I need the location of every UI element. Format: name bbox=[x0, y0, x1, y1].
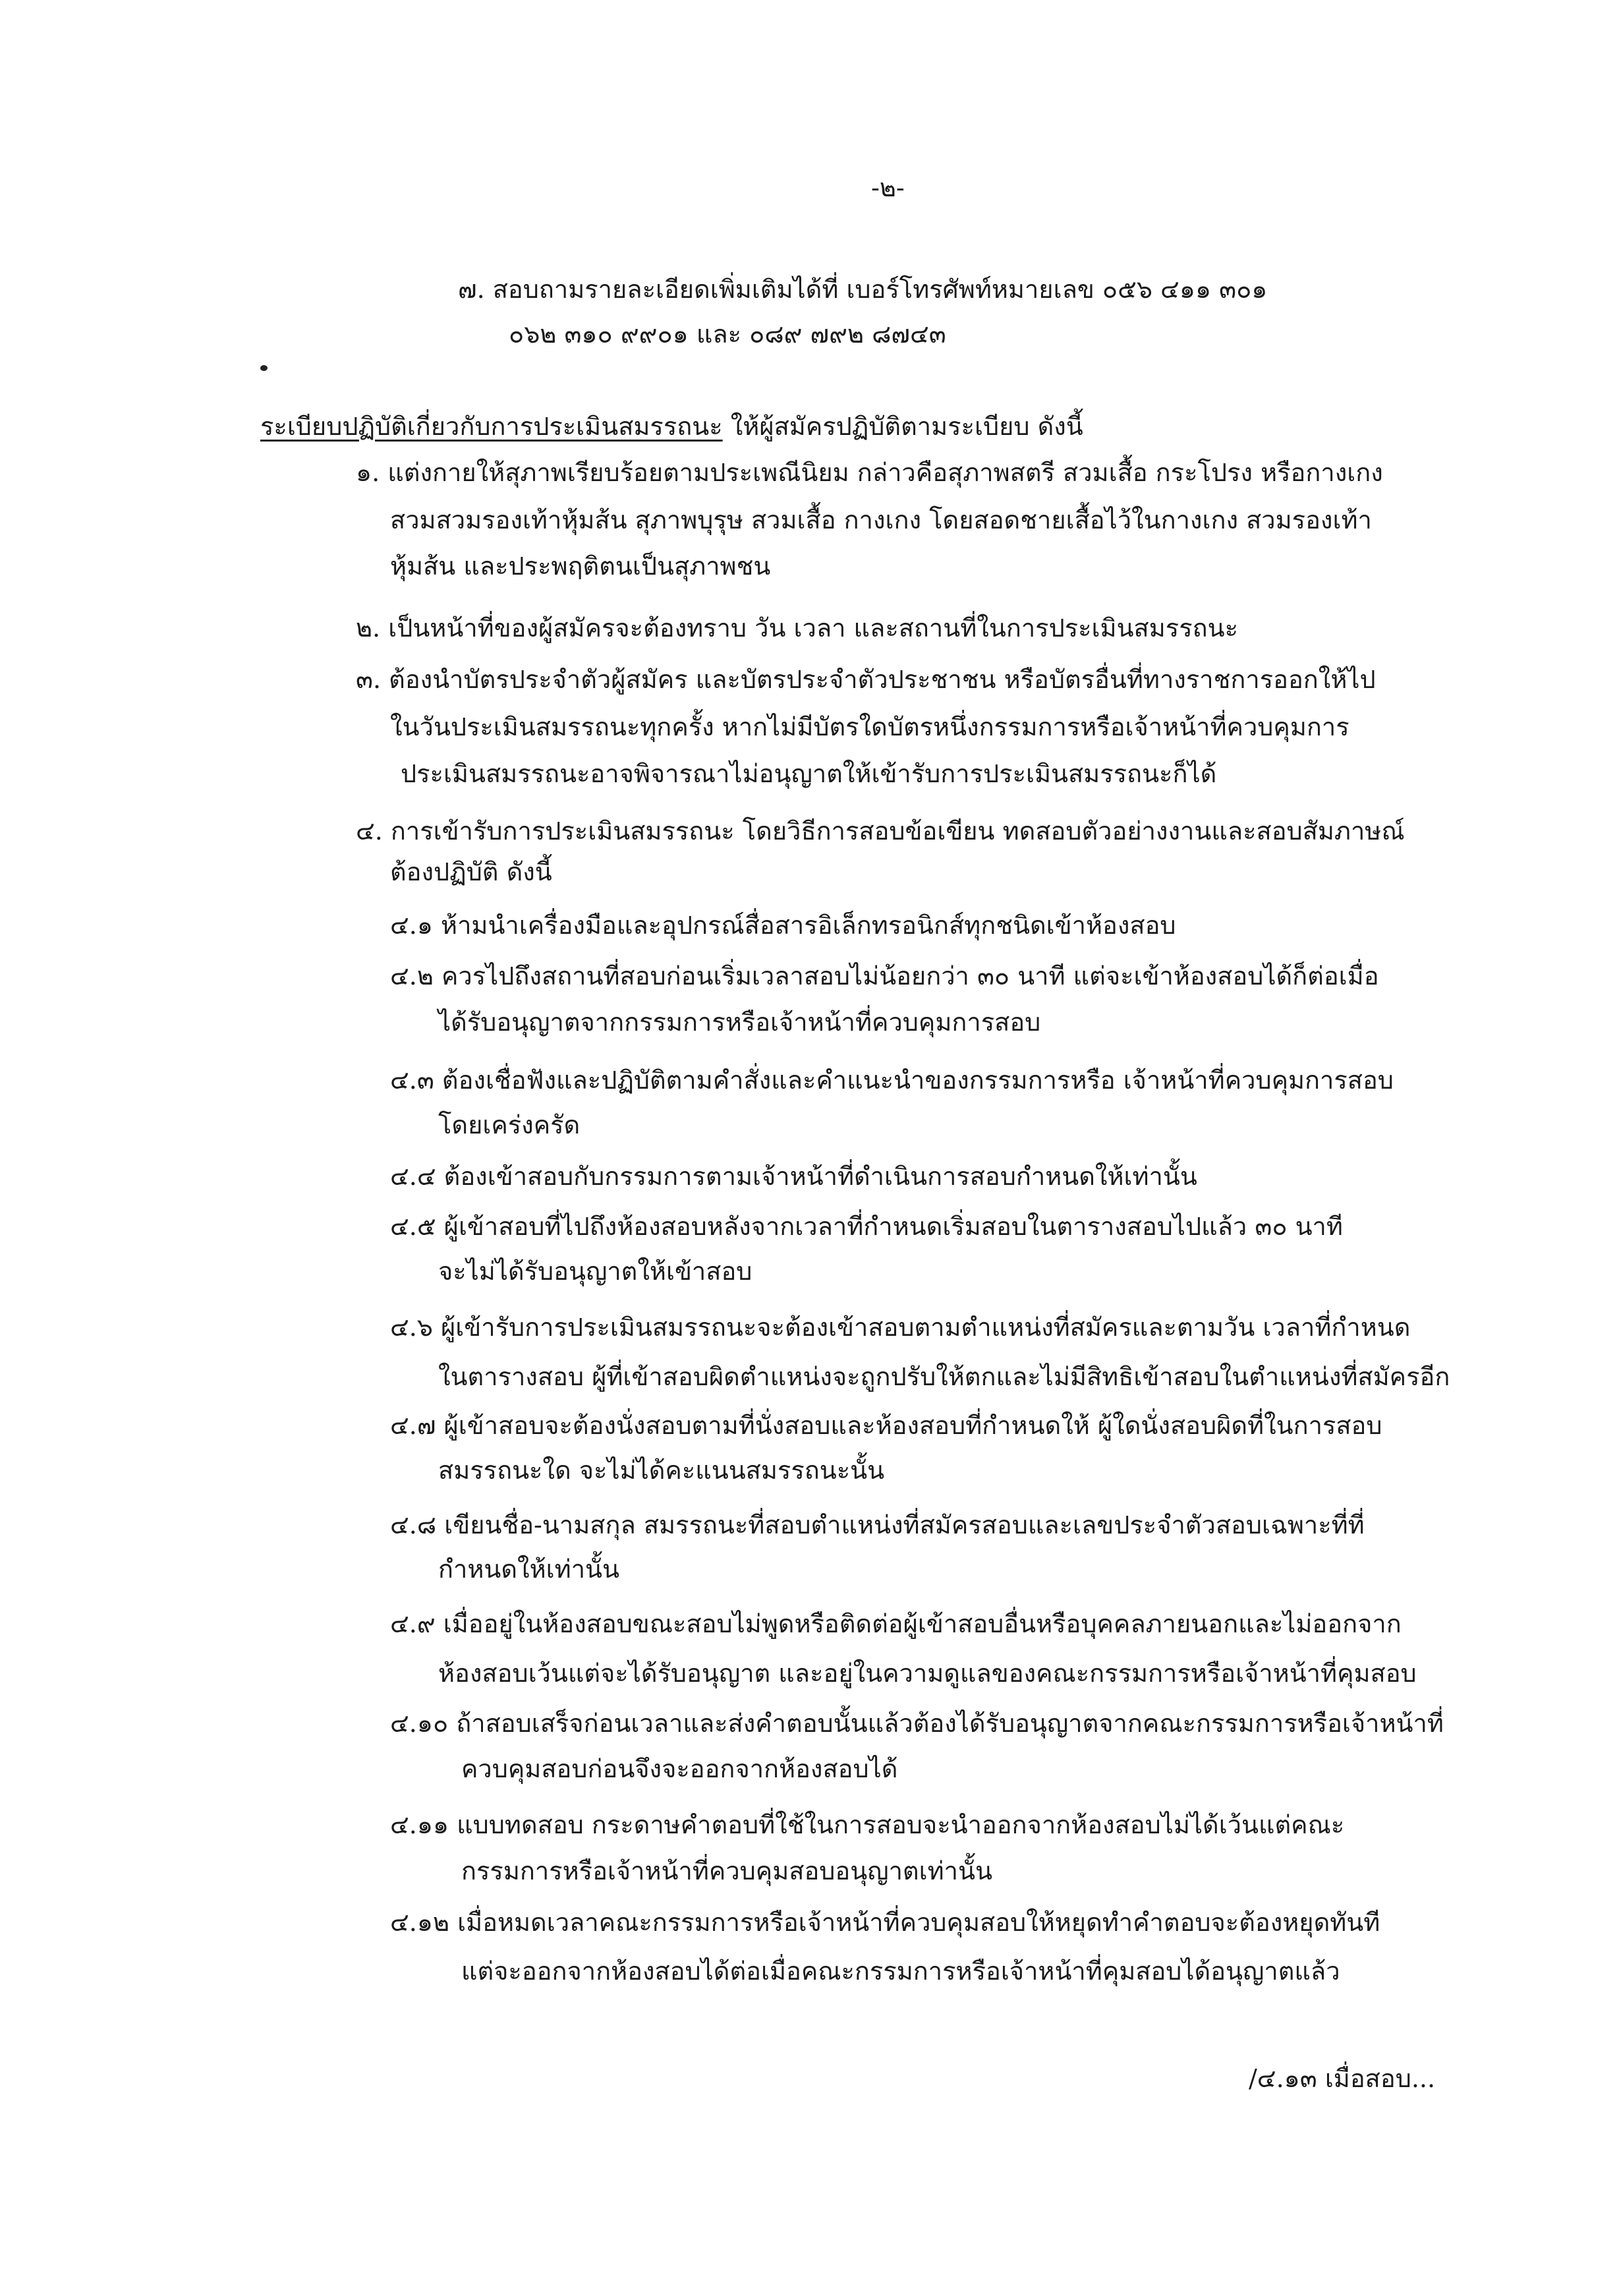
rule-3-line-2: ในวันประเมินสมรรถนะทุกครั้ง หากไม่มีบัตรใดบัตรหนึ่งกรรมการหรือเจ้าหน้าที่ควบคุมการ bbox=[390, 712, 1349, 741]
rule-1-line-1: ๑. แต่งกายให้สุภาพเรียบร้อยตามประเพณีนิยม กล่าวคือสุภาพสตรี สวมเสื้อ กระโปรง หรือกางเกง bbox=[356, 458, 1383, 487]
scan-speck bbox=[260, 365, 268, 371]
continuation-note: /๔.๑๓ เมื่อสอบ... bbox=[1249, 2064, 1436, 2093]
page-number: -๒- bbox=[871, 173, 905, 202]
subrule-4-2-line-1: ๔.๒ ควรไปถึงสถานที่สอบก่อนเริ่มเวลาสอบไม่น้อยกว่า ๓๐ นาที แต่จะเข้าห้องสอบได้ก็ต่อเมื่อ bbox=[390, 961, 1379, 990]
subrule-4-7-line-2: สมรรถนะใด จะไม่ได้คะแนนสมรรถนะนั้น bbox=[438, 1456, 885, 1485]
rule-1-line-2: สวมสวมรองเท้าหุ้มส้น สุภาพบุรุษ สวมเสื้อ กางเกง โดยสอดชายเสื้อไว้ในกางเกง สวมรองเท้า bbox=[390, 505, 1372, 534]
rule-2: ๒. เป็นหน้าที่ของผู้สมัครจะต้องทราบ วัน เวลา และสถานที่ในการประเมินสมรรถนะ bbox=[356, 614, 1238, 643]
subrule-4-7-line-1: ๔.๗ ผู้เข้าสอบจะต้องนั่งสอบตามที่นั่งสอบและห้องสอบที่กำหนดให้ ผู้ใดนั่งสอบผิดที่ในการสอบ bbox=[390, 1411, 1382, 1440]
subrule-4-6-line-1: ๔.๖ ผู้เข้ารับการประเมินสมรรถนะจะต้องเข้าสอบตามตำแหน่งที่สมัครและตามวัน เวลาที่กำหนด bbox=[390, 1313, 1411, 1342]
subrule-4-9-line-1: ๔.๙ เมื่ออยู่ในห้องสอบขณะสอบไม่พูดหรือติดต่อผู้เข้าสอบอื่นหรือบุคคลภายนอกและไม่ออกจาก bbox=[390, 1609, 1402, 1638]
rule-3-line-3: ประเมินสมรรถนะอาจพิจารณาไม่อนุญาตให้เข้ารับการประเมินสมรรถนะก็ได้ bbox=[401, 759, 1217, 788]
rule-1-line-3: หุ้มส้น และประพฤติตนเป็นสุภาพชน bbox=[390, 552, 771, 581]
subrule-4-11-line-1: ๔.๑๑ แบบทดสอบ กระดาษคำตอบที่ใช้ในการสอบจะนำออกจากห้องสอบไม่ได้เว้นแต่คณะ bbox=[390, 1810, 1345, 1839]
subrule-4-3-line-2: โดยเคร่งครัด bbox=[438, 1110, 581, 1139]
section-heading bbox=[260, 414, 1083, 439]
subrule-4-4: ๔.๔ ต้องเข้าสอบกับกรรมการตามเจ้าหน้าที่ดำเนินการสอบกำหนดให้เท่านั้น bbox=[390, 1162, 1197, 1191]
section-intro: ให้ผู้สมัครปฏิบัติตามระเบียบ ดังนี้ bbox=[722, 412, 1083, 441]
contact-line-1: ๗. สอบถามรายละเอียดเพิ่มเติมได้ที่ เบอร์โทรศัพท์หมายเลข ๐๕๖ ๔๑๑ ๓๐๑ bbox=[458, 275, 1268, 304]
subrule-4-11-line-2: กรรมการหรือเจ้าหน้าที่ควบคุมสอบอนุญาตเท่านั้น bbox=[461, 1856, 992, 1885]
subrule-4-12-line-2: แต่จะออกจากห้องสอบได้ต่อเมื่อคณะกรรมการหรือเจ้าหน้าที่คุมสอบได้อนุญาตแล้ว bbox=[461, 1957, 1340, 1986]
rule-4-line-1: ๔. การเข้ารับการประเมินสมรรถนะ โดยวิธีการสอบข้อเขียน ทดสอบตัวอย่างงานและสอบสัมภาษณ์ bbox=[356, 817, 1405, 846]
subrule-4-10-line-1: ๔.๑๐ ถ้าสอบเสร็จก่อนเวลาและส่งคำตอบนั้นแล้วต้องได้รับอนุญาตจากคณะกรรมการหรือเจ้าหน้าที่ bbox=[390, 1709, 1444, 1738]
subrule-4-6-line-2: ในตารางสอบ ผู้ที่เข้าสอบผิดตำแหน่งจะถูกปรับให้ตกและไม่มีสิทธิเข้าสอบในตำแหน่งที่สมัครอีก bbox=[438, 1362, 1450, 1391]
rule-4-line-2: ต้องปฏิบัติ ดังนี้ bbox=[390, 857, 552, 886]
contact-line-2: ๐๖๒ ๓๑๐ ๙๙๐๑ และ ๐๘๙ ๗๙๒ ๘๗๔๓ bbox=[509, 320, 946, 349]
subrule-4-2-line-2: ได้รับอนุญาตจากกรรมการหรือเจ้าหน้าที่ควบคุมการสอบ bbox=[438, 1008, 1041, 1037]
subrule-4-9-line-2: ห้องสอบเว้นแต่จะได้รับอนุญาต และอยู่ในความดูแลของคณะกรรมการหรือเจ้าหน้าที่คุมสอบ bbox=[438, 1659, 1417, 1688]
subrule-4-5-line-2: จะไม่ได้รับอนุญาตให้เข้าสอบ bbox=[438, 1257, 753, 1286]
subrule-4-5-line-1: ๔.๕ ผู้เข้าสอบที่ไปถึงห้องสอบหลังจากเวลาที่กำหนดเริ่มสอบในตารางสอบไปแล้ว ๓๐ นาที bbox=[390, 1212, 1343, 1241]
subrule-4-8-line-1: ๔.๘ เขียนชื่อ-นามสกุล สมรรถนะที่สอบตำแหน่งที่สมัครสอบและเลขประจำตัวสอบเฉพาะที่ที่ bbox=[390, 1510, 1365, 1539]
subrule-4-1: ๔.๑ ห้ามนำเครื่องมือและอุปกรณ์สื่อสารอิเล็กทรอนิกส์ทุกชนิดเข้าห้องสอบ bbox=[390, 911, 1176, 940]
subrule-4-3-line-1: ๔.๓ ต้องเชื่อฟังและปฏิบัติตามคำสั่งและคำแนะนำของกรรมการหรือ เจ้าหน้าที่ควบคุมการสอบ bbox=[390, 1066, 1394, 1095]
subrule-4-8-line-2: กำหนดให้เท่านั้น bbox=[438, 1555, 619, 1584]
subrule-4-12-line-1: ๔.๑๒ เมื่อหมดเวลาคณะกรรมการหรือเจ้าหน้าที่ควบคุมสอบให้หยุดทำคำตอบจะต้องหยุดทันที bbox=[390, 1908, 1380, 1937]
rule-3-line-1: ๓. ต้องนำบัตรประจำตัวผู้สมัคร และบัตรประจำตัวประชาชน หรือบัตรอื่นที่ทางราชการออกให้ไป bbox=[356, 665, 1376, 694]
section-title: ระเบียบปฏิบัติเกี่ยวกับการประเมินสมรรถนะ bbox=[260, 412, 723, 441]
subrule-4-10-line-2: ควบคุมสอบก่อนจึงจะออกจากห้องสอบได้ bbox=[461, 1754, 898, 1783]
